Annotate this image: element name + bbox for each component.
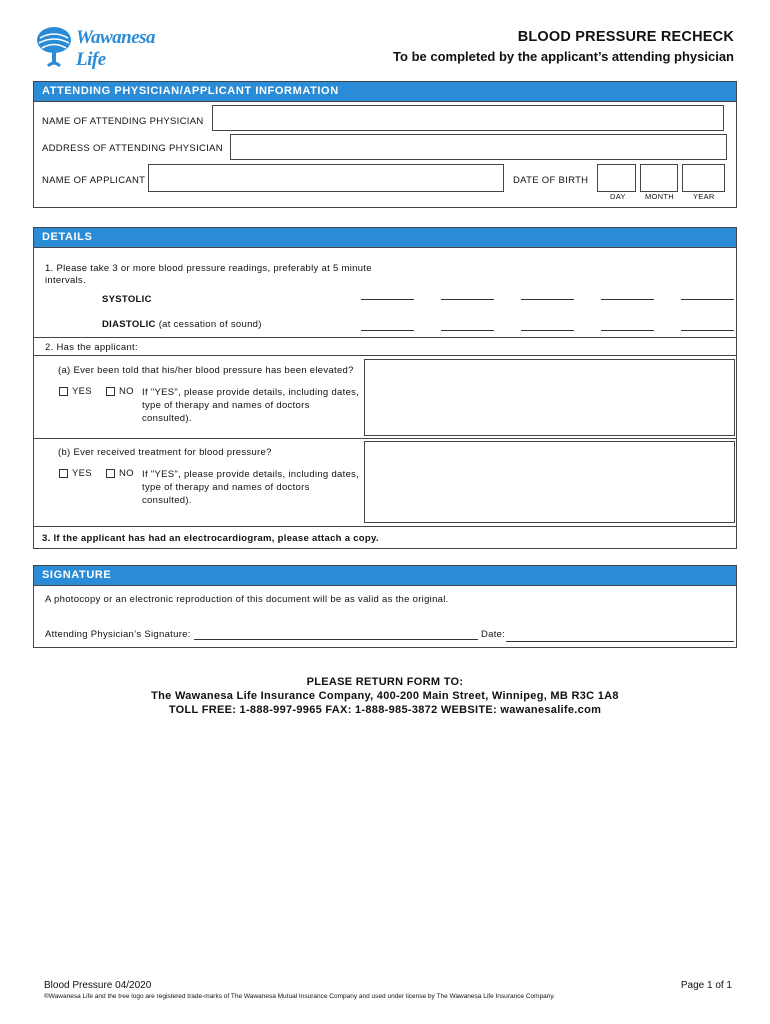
dob-day-field[interactable] xyxy=(597,164,636,192)
section-heading: DETAILS xyxy=(34,228,736,248)
systolic-reading-5[interactable] xyxy=(681,299,734,300)
q2a-no-checkbox[interactable] xyxy=(106,387,115,396)
q1-text: 1. Please take 3 or more blood pressure readings, preferably at 5 minute intervals. xyxy=(45,263,372,286)
systolic-reading-1[interactable] xyxy=(361,299,414,300)
q2a-instructions: If "YES", please provide details, including dates, type of therapy and names of doctors consulted). xyxy=(142,387,360,424)
trademark-notice: ®Wawanesa Life and the tree logo are registered trade-marks of The Wawanesa Mutual Insurance Company and used under license by The Wawanesa Life Insurance Company. xyxy=(44,993,555,1000)
diastolic-reading-5[interactable] xyxy=(681,330,734,331)
physician-name-field[interactable] xyxy=(212,105,724,131)
diastolic-label: DIASTOLIC xyxy=(102,319,156,330)
logo-wordmark: Wawanesa Life xyxy=(76,27,156,70)
dob-month-caption: MONTH xyxy=(645,192,674,201)
date-field[interactable] xyxy=(506,641,734,642)
dob-year-field[interactable] xyxy=(682,164,725,192)
dob-month-field[interactable] xyxy=(640,164,678,192)
physician-info-section xyxy=(33,81,737,208)
q2b-details-field[interactable] xyxy=(364,441,735,523)
signature-section xyxy=(33,565,737,648)
q2a-text: (a) Ever been told that his/her blood pressure has been elevated? xyxy=(58,365,354,376)
signature-label: Attending Physician’s Signature: xyxy=(45,629,191,640)
dob-year-caption: YEAR xyxy=(693,192,715,201)
form-id: Blood Pressure 04/2020 xyxy=(44,980,152,991)
section-heading: ATTENDING PHYSICIAN/APPLICANT INFORMATION xyxy=(34,82,736,102)
details-section xyxy=(33,227,737,549)
systolic-reading-2[interactable] xyxy=(441,299,494,300)
dob-day-caption: DAY xyxy=(610,192,626,201)
date-label: Date: xyxy=(481,629,506,640)
diastolic-reading-1[interactable] xyxy=(361,330,414,331)
physician-address-field[interactable] xyxy=(230,134,727,160)
wawanesa-logo xyxy=(34,22,184,72)
physician-address-label: ADDRESS OF ATTENDING PHYSICIAN xyxy=(42,143,223,154)
divider xyxy=(34,438,736,439)
return-contact: TOLL FREE: 1-888-997-9965 FAX: 1-888-985-3872 WEBSITE: wawanesalife.com xyxy=(168,704,602,716)
q2a-yes-checkbox[interactable] xyxy=(59,387,68,396)
divider xyxy=(34,526,736,527)
q3-text: 3. If the applicant has had an electrocardiogram, please attach a copy. xyxy=(42,533,379,544)
dob-label: DATE OF BIRTH xyxy=(513,175,589,186)
diastolic-reading-4[interactable] xyxy=(601,330,654,331)
diastolic-note: (at cessation of sound) xyxy=(158,319,262,330)
q2b-no-label: NO xyxy=(119,468,134,479)
applicant-name-label: NAME OF APPLICANT xyxy=(42,175,146,186)
systolic-reading-3[interactable] xyxy=(521,299,574,300)
diastolic-reading-2[interactable] xyxy=(441,330,494,331)
q2b-instructions: If "YES", please provide details, including dates, type of therapy and names of doctors consulted). xyxy=(142,469,360,506)
form-subtitle: To be completed by the applicant’s attending physician xyxy=(393,49,734,64)
q2b-text: (b) Ever received treatment for blood pressure? xyxy=(58,447,272,458)
q2-text: 2. Has the applicant: xyxy=(45,342,138,353)
q2b-yes-checkbox[interactable] xyxy=(59,469,68,478)
signature-field[interactable] xyxy=(194,639,478,640)
form-title: BLOOD PRESSURE RECHECK xyxy=(517,29,734,45)
return-heading: PLEASE RETURN FORM TO: xyxy=(306,676,464,688)
physician-name-label: NAME OF ATTENDING PHYSICIAN xyxy=(42,116,204,127)
q2b-yes-label: YES xyxy=(72,468,92,479)
systolic-reading-4[interactable] xyxy=(601,299,654,300)
section-heading: SIGNATURE xyxy=(34,566,736,586)
q2b-no-checkbox[interactable] xyxy=(106,469,115,478)
divider xyxy=(34,337,736,338)
diastolic-reading-3[interactable] xyxy=(521,330,574,331)
signature-note: A photocopy or an electronic reproduction of this document will be as valid as the original. xyxy=(45,594,449,605)
return-address: The Wawanesa Life Insurance Company, 400-200 Main Street, Winnipeg, MB R3C 1A8 xyxy=(151,690,619,702)
applicant-name-field[interactable] xyxy=(148,164,504,192)
page-number: Page 1 of 1 xyxy=(680,980,732,991)
q2a-no-label: NO xyxy=(119,386,134,397)
q2a-details-field[interactable] xyxy=(364,359,735,436)
diastolic-row xyxy=(102,319,262,330)
systolic-label: SYSTOLIC xyxy=(102,294,152,305)
q2a-yes-label: YES xyxy=(72,386,92,397)
divider xyxy=(34,355,736,356)
